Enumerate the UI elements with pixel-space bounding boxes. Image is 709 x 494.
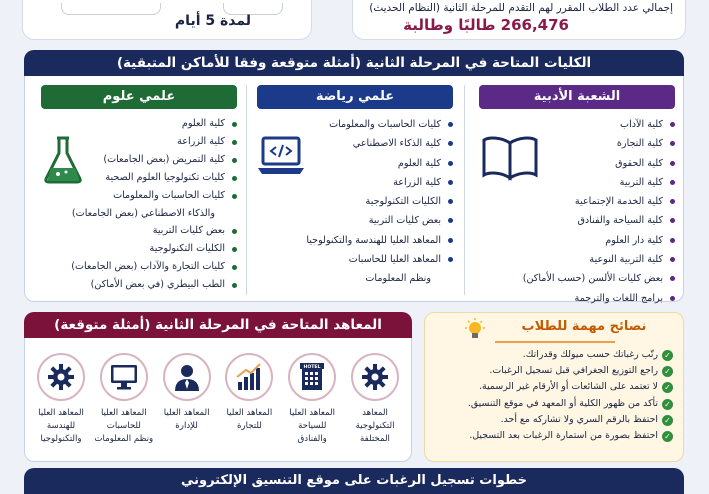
tip-item xyxy=(435,363,673,379)
faculty-item: كلية الزراعة xyxy=(257,173,453,192)
tip-text: احتفظ بالرقم السري ولا تشاركه مع أحد. xyxy=(500,413,658,425)
faculty-item: برامج اللغات والترجمة xyxy=(479,289,675,308)
literary-column xyxy=(479,85,675,304)
tip-item xyxy=(435,412,673,428)
check-icon: ✓ xyxy=(662,415,673,426)
check-icon: ✓ xyxy=(662,431,673,442)
tip-text: احتفظ بصورة من استمارة الرغبات بعد التسجيل. xyxy=(469,430,658,442)
faculty-item: كلية التربية xyxy=(479,173,675,192)
institutes-section xyxy=(24,312,412,462)
science-header: علمي علوم xyxy=(41,85,237,109)
literary-header: الشعبة الأدبية xyxy=(479,85,675,109)
stat-label: إجمالي عدد الطلاب المقرر لهم التقدم للمرحلة الثانية (النظام الحديث) xyxy=(369,2,673,14)
stats-card xyxy=(352,0,686,40)
faculty-item: كليات التجارة والآداب (بعض الجامعات) xyxy=(41,258,237,276)
faculty-item: كليات الحاسبات والمعلومات xyxy=(257,115,453,134)
faculties-title: الكليات المتاحة في المرحلة الثانية (أمثلة متوقعة وفقا للأماكن المتبقية) xyxy=(24,50,684,76)
faculty-item: كليات تكنولوجيا العلوم الصحية xyxy=(41,169,237,187)
institutes-row xyxy=(31,353,405,457)
institute-item xyxy=(31,353,91,457)
faculty-item: كلية الحقوق xyxy=(479,154,675,173)
tip-item xyxy=(435,396,673,412)
math-header: علمي رياضة xyxy=(257,85,453,109)
faculties-section xyxy=(24,50,684,302)
gear-icon xyxy=(351,353,399,401)
tips-underline xyxy=(495,341,615,343)
institute-item xyxy=(345,353,405,457)
faculty-item: الكليات التكنولوجية xyxy=(41,240,237,258)
tips-list xyxy=(435,347,673,444)
faculty-item: كلية العلوم xyxy=(257,154,453,173)
institute-label: المعاهد العليا للتجارة xyxy=(226,408,273,431)
gear-icon xyxy=(37,353,85,401)
faculty-item: الطب البيطري (في بعض الأماكن) xyxy=(41,276,237,294)
faculty-item: الكليات التكنولوجية xyxy=(257,192,453,211)
laptop-code-icon xyxy=(257,135,305,177)
institute-item xyxy=(94,353,154,457)
lightbulb-icon xyxy=(463,318,487,342)
check-icon: ✓ xyxy=(662,399,673,410)
faculty-item: بعض كليات التربية xyxy=(41,222,237,240)
svg-text:HOTEL: HOTEL xyxy=(303,365,321,370)
manager-icon xyxy=(163,353,211,401)
column-divider xyxy=(464,85,465,295)
tip-item xyxy=(435,347,673,363)
institute-label: المعاهد العليا للهندسة والتكنولوجيا xyxy=(38,408,84,444)
science-column xyxy=(41,85,237,297)
monitor-icon xyxy=(100,353,148,401)
stat-value: 266,476 طالبًا وطالبة xyxy=(403,16,569,34)
faculty-item: كليات الحاسبات والمعلومات xyxy=(41,187,237,205)
book-icon xyxy=(481,135,539,181)
faculty-item: كلية التربية النوعية xyxy=(479,250,675,269)
duration-card xyxy=(22,0,312,40)
faculty-item: والذكاء الاصطناعي (بعض الجامعات) xyxy=(71,207,215,219)
faculty-item: المعاهد العليا للهندسة والتكنولوجيا xyxy=(257,231,453,250)
check-icon: ✓ xyxy=(662,382,673,393)
institute-label: المعاهد التكنولوجية المختلفة xyxy=(355,408,395,444)
decorative-tab xyxy=(61,3,161,15)
faculty-item: بعض كليات التربية xyxy=(257,211,453,230)
growth-chart-icon xyxy=(225,353,273,401)
faculty-item: كلية الزراعة xyxy=(41,133,237,151)
institute-item xyxy=(157,353,217,457)
duration-text: لمدة 5 أيام xyxy=(174,13,251,29)
institute-label: المعاهد العليا للإدارة xyxy=(163,408,210,431)
institute-item xyxy=(282,353,342,457)
faculty-item: كلية العلوم xyxy=(41,115,237,133)
faculty-item: ونظم المعلومات xyxy=(365,273,431,285)
faculty-item: كلية التمريض (بعض الجامعات) xyxy=(41,151,237,169)
institute-label: المعاهد العليا للحاسبات ونظم المعلومات xyxy=(94,408,154,444)
check-icon: ✓ xyxy=(662,350,673,361)
column-divider xyxy=(246,85,247,295)
steps-title: خطوات تسجيل الرغبات على موقع التنسيق الإلكتروني xyxy=(24,468,684,494)
tip-item xyxy=(435,428,673,444)
faculty-item: كلية الخدمة الإجتماعية xyxy=(479,192,675,211)
tip-text: راجع التوزيع الجغرافي قبل تسجيل الرغبات. xyxy=(489,365,658,377)
faculty-item: كلية الآداب xyxy=(479,115,675,134)
institutes-title: المعاهد المتاحة في المرحلة الثانية (أمثلة متوقعة) xyxy=(24,312,412,338)
institute-item xyxy=(219,353,279,457)
faculty-item: المعاهد العليا للحاسبات xyxy=(257,250,453,269)
tip-text: رتّب رغباتك حسب ميولك وقدراتك. xyxy=(522,349,658,360)
math-column xyxy=(257,85,453,297)
hotel-icon xyxy=(288,353,336,401)
faculty-item: بعض كليات الألسن (حسب الأماكن) xyxy=(479,269,675,288)
tips-section xyxy=(424,312,684,462)
faculty-item: كلية دار العلوم xyxy=(479,231,675,250)
faculty-item: كلية السياحة والفنادق xyxy=(479,211,675,230)
institute-label: المعاهد العليا للسياحة والفنادق xyxy=(289,408,336,444)
tip-text: تأكد من ظهور الكلية أو المعهد في موقع التنسيق. xyxy=(467,397,658,409)
tip-text: لا تعتمد على الشائعات أو الأرقام غير الرسمية. xyxy=(479,381,658,393)
check-icon: ✓ xyxy=(662,366,673,377)
faculty-item: كلية التجارة xyxy=(479,134,675,153)
tip-item xyxy=(435,379,673,395)
faculty-item: كلية الذكاء الاصطناعي xyxy=(257,134,453,153)
tips-title: نصائح مهمة للطلاب xyxy=(521,319,647,334)
flask-icon xyxy=(43,135,83,185)
